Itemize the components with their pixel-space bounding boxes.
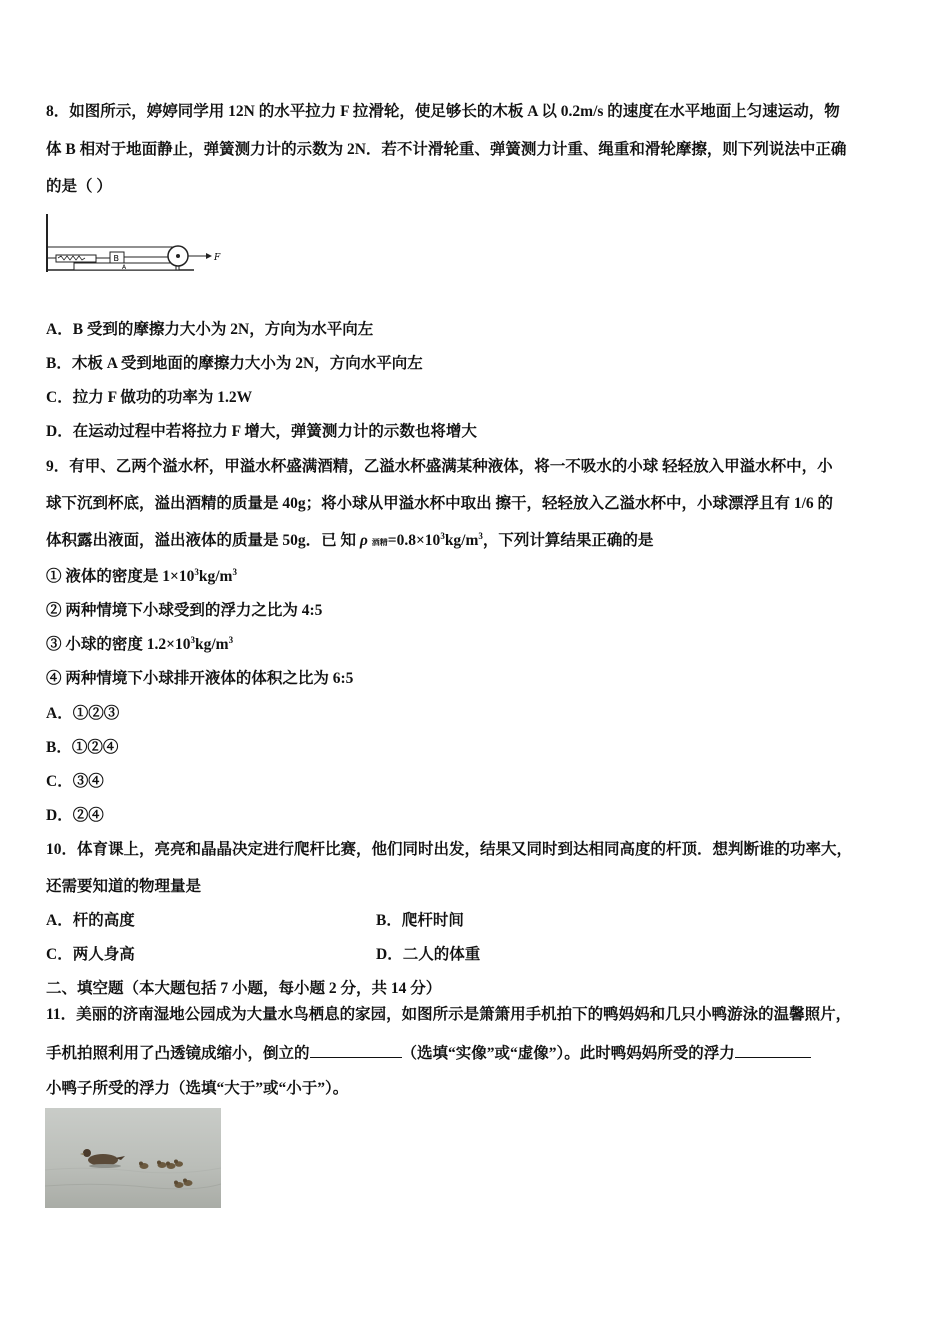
q11-blank-2[interactable] (735, 1042, 811, 1058)
q8-option-d: D．在运动过程中若将拉力 F 增大，弹簧测力计的示数也将增大 (46, 423, 477, 440)
q10-stem-line-2: 还需要知道的物理量是 (46, 878, 202, 895)
section-title: 二、填空题（本大题包括 7 小题，每小题 2 分，共 14 分） (46, 980, 442, 997)
q8-option-c: C．拉力 F 做功的功率为 1.2W (46, 389, 253, 406)
q10-option-b: B．爬杆时间 (376, 912, 464, 929)
q8-label-f: F (214, 253, 221, 263)
q11-stem-line-1: 11．美丽的济南湿地公园成为大量水鸟栖息的家园，如图所示是箫箫用手机拍下的鸭妈妈和几只小鸭游泳的温馨照片， (46, 1006, 852, 1023)
q9-stem-line-3: 体积露出液面，溢出液体的质量是 50g．已 知 ρ 酒精$=0.8\times 10^3kg/m^3$，下列计算结果正确的是 (46, 531, 654, 549)
q9-option-d: D．②④ (46, 807, 104, 824)
q9-statement-2: ② 两种情境下小球受到的浮力之比为 4:5 (46, 602, 323, 619)
q8-label-a: A (122, 264, 127, 271)
q10-stem-line-1: 10．体育课上，亮亮和晶晶决定进行爬杆比赛，他们同时出发，结果又同时到达相同高度的杆顶．想判断谁的功率大， (46, 841, 853, 858)
q9-statement-3: ③ 小球的密度 $1.2\times 10^3kg/m^3$ (46, 635, 234, 653)
q8-option-a: A．B 受到的摩擦力大小为 2N，方向为水平向左 (46, 321, 374, 338)
q9-option-b: B．①②④ (46, 739, 119, 756)
ducks-photo (45, 1108, 221, 1208)
q9-statement-1: ① 液体的密度是 $1\times 10^3kg/m^3$ (46, 567, 237, 585)
q8-stem-line-2: 体 B 相对于地面静止，弹簧测力计的示数为 2N．若不计滑轮重、弹簧测力计重、绳重和滑轮摩擦，则下列说法中正确 (46, 141, 847, 158)
q9-option-c: C．③④ (46, 773, 104, 790)
q8-stem-line-1: 8．如图所示，婷婷同学用 12N 的水平拉力 F 拉滑轮，使足够长的木板 A 以 0.2m/s 的速度在水平地面上匀速运动，物 (46, 103, 840, 120)
q8-option-b: B．木板 A 受到地面的摩擦力大小为 2N，方向水平向左 (46, 355, 423, 372)
q8-pulley-figure (44, 212, 224, 276)
q11-stem-line-3: 小鸭子所受的浮力（选填“大于”或“小于”）。 (46, 1080, 349, 1097)
q11-blank-1[interactable] (310, 1042, 402, 1058)
q10-option-a: A．杆的高度 (46, 912, 135, 929)
q10-option-c: C．两人身高 (46, 946, 135, 963)
q9-stem-line-1: 9．有甲、乙两个溢水杯，甲溢水杯盛满酒精，乙溢水杯盛满某种液体，将一不吸水的小球 轻轻放入甲溢水杯中，小 (46, 458, 833, 475)
q9-statement-4: ④ 两种情境下小球排开液体的体积之比为 6:5 (46, 670, 354, 687)
q8-stem-line-3: 的是（ ） (46, 178, 112, 195)
q8-label-b: B (113, 254, 119, 263)
q9-stem-line-2: 球下沉到杯底，溢出酒精的质量是 40g；将小球从甲溢水杯中取出 擦干，轻轻放入乙溢水杯中，小球漂浮且有 1/6 的 (46, 495, 834, 512)
q11-stem-line-2: 手机拍照利用了凸透镜成缩小，倒立的 （选填“实像”或“虚像”）。此时鸭妈妈所受的浮力 (46, 1042, 811, 1064)
q9-option-a: A．①②③ (46, 705, 120, 722)
q10-option-d: D．二人的体重 (376, 946, 481, 963)
